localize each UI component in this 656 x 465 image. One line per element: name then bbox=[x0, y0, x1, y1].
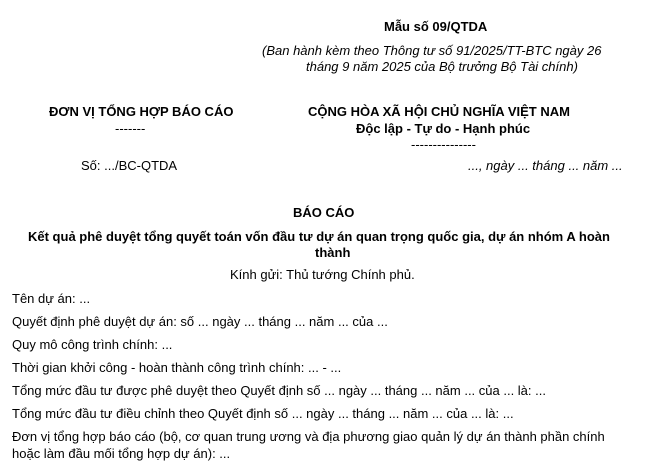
date-line: ..., ngày ... tháng ... năm ... bbox=[468, 158, 623, 173]
form-number: Mẫu số 09/QTDA bbox=[384, 19, 488, 34]
nation-title: CỘNG HÒA XÃ HỘI CHỦ NGHĨA VIỆT NAM bbox=[308, 104, 570, 119]
recipient: Kính gửi: Thủ tướng Chính phủ. bbox=[230, 267, 415, 282]
field-approved-investment: Tổng mức đầu tư được phê duyệt theo Quyết định số ... ngày ... tháng ... năm ... của ... là: ... bbox=[12, 383, 546, 398]
issued-by-line-2: tháng 9 năm 2025 của Bộ trưởng Bộ Tài chính) bbox=[306, 59, 578, 74]
field-main-scale: Quy mô công trình chính: ... bbox=[12, 337, 173, 352]
field-approval-decision: Quyết định phê duyệt dự án: số ... ngày ... tháng ... năm ... của ... bbox=[12, 314, 388, 329]
unit-title: ĐƠN VỊ TỔNG HỢP BÁO CÁO bbox=[49, 104, 234, 119]
field-adjusted-investment: Tổng mức đầu tư điều chỉnh theo Quyết định số ... ngày ... tháng ... năm ... của ... là: ... bbox=[12, 406, 514, 421]
field-reporting-unit-line-2: hoặc làm đầu mối tổng hợp dự án): ... bbox=[12, 446, 231, 461]
field-construction-time: Thời gian khởi công - hoàn thành công trình chính: ... - ... bbox=[12, 360, 342, 375]
left-divider: ------- bbox=[115, 121, 146, 136]
motto: Độc lập - Tự do - Hạnh phúc bbox=[356, 121, 531, 136]
report-subtitle-line-1: Kết quả phê duyệt tổng quyết toán vốn đầu tư dự án quan trọng quốc gia, dự án nhóm A hoàn bbox=[28, 229, 610, 244]
report-subtitle-line-2: thành bbox=[315, 245, 351, 260]
report-title: BÁO CÁO bbox=[293, 205, 355, 220]
issued-by-line-1: (Ban hành kèm theo Thông tư số 91/2025/TT-BTC ngày 26 bbox=[262, 43, 602, 58]
field-project-name: Tên dự án: ... bbox=[12, 291, 91, 306]
field-reporting-unit-line-1: Đơn vị tổng hợp báo cáo (bộ, cơ quan trung ương và địa phương giao quản lý dự án thành phần chính bbox=[12, 429, 605, 444]
document-number: Số: .../BC-QTDA bbox=[81, 158, 178, 173]
right-divider: --------------- bbox=[411, 137, 476, 152]
